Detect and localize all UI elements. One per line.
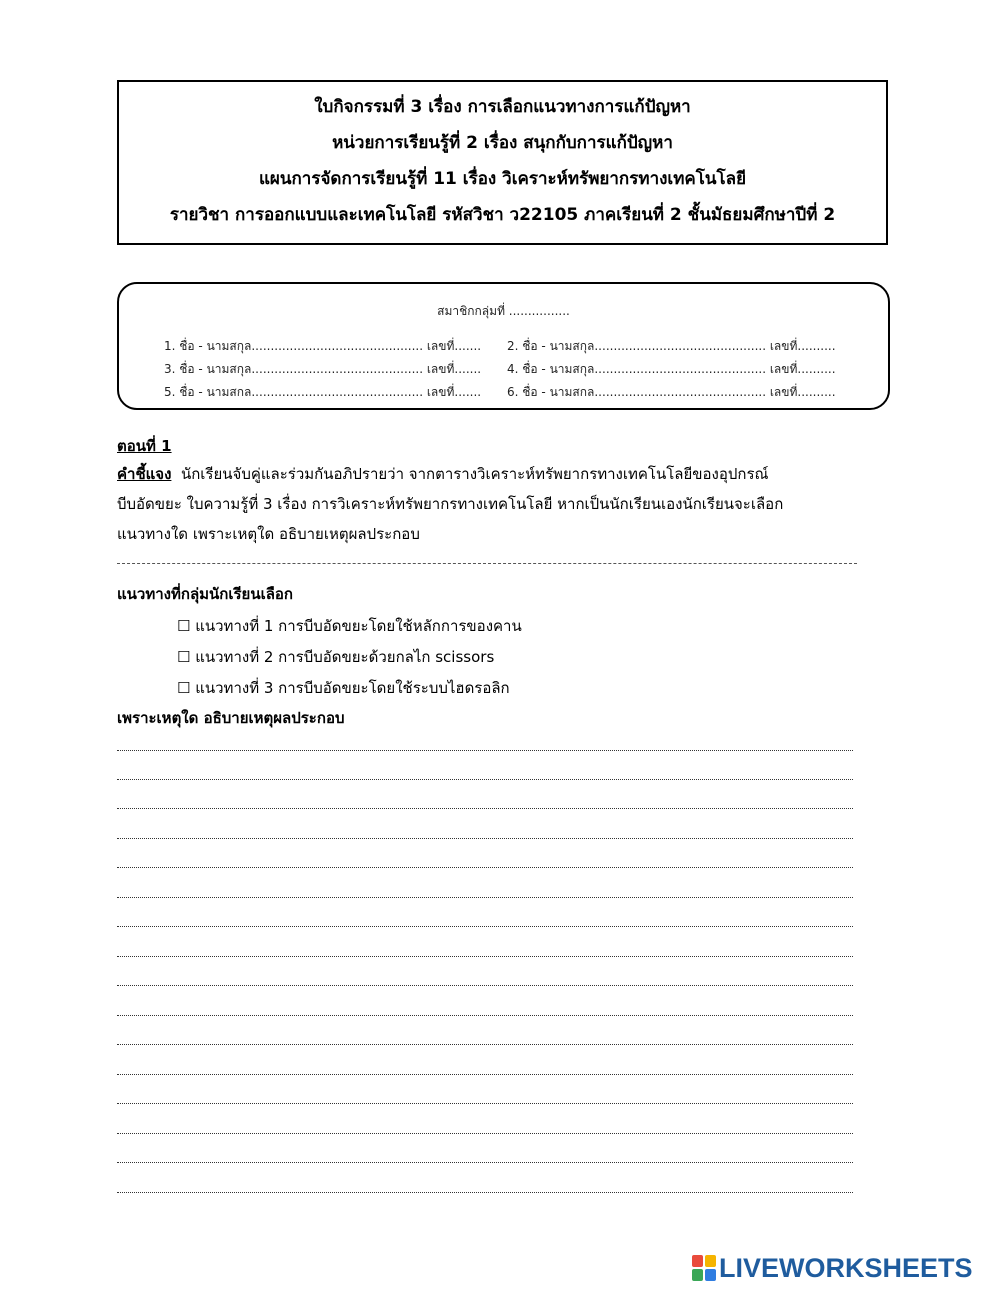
- member-6-field[interactable]: 6. ชื่อ - นามสกล............................................. เลขที่..........: [507, 385, 836, 399]
- instruction-line-3: แนวทางใด เพราะเหตุใด อธิบายเหตุผลประกอบ: [117, 525, 420, 543]
- answer-line[interactable]: [117, 867, 853, 868]
- answer-line[interactable]: [117, 956, 853, 957]
- option-3-checkbox[interactable]: ☐ แนวทางที่ 3 การบีบอัดขยะโดยใช้ระบบไฮดรอลิก: [177, 679, 510, 697]
- liveworksheets-logo-icon: [692, 1255, 716, 1281]
- answer-line[interactable]: [117, 750, 853, 751]
- answer-line[interactable]: [117, 1133, 853, 1134]
- answer-line[interactable]: [117, 1103, 853, 1104]
- answer-line[interactable]: [117, 808, 853, 809]
- answer-line[interactable]: [117, 1015, 853, 1016]
- answer-line[interactable]: [117, 838, 853, 839]
- brand-name: LIVEWORKSHEETS: [719, 1252, 973, 1283]
- instruction-label: คำชี้แจง: [117, 465, 172, 483]
- divider: [117, 563, 857, 564]
- choice-heading: แนวทางที่กลุ่มนักเรียนเลือก: [117, 585, 294, 603]
- reason-heading: เพราะเหตุใด อธิบายเหตุผลประกอบ: [117, 709, 345, 727]
- member-4-field[interactable]: 4. ชื่อ - นามสกุล............................................. เลขที่..........: [507, 362, 836, 376]
- option-1-checkbox[interactable]: ☐ แนวทางที่ 1 การบีบอัดขยะโดยใช้หลักการของคาน: [177, 617, 522, 635]
- part-title: ตอนที่ 1: [117, 437, 172, 455]
- group-number-field[interactable]: สมาชิกกลุ่มที่ ................: [437, 304, 570, 318]
- member-3-field[interactable]: 3. ชื่อ - นามสกุล............................................. เลขที่.......: [164, 362, 482, 376]
- answer-line[interactable]: [117, 926, 853, 927]
- answer-line[interactable]: [117, 779, 853, 780]
- answer-line[interactable]: [117, 1162, 853, 1163]
- answer-line[interactable]: [117, 897, 853, 898]
- option-2-checkbox[interactable]: ☐ แนวทางที่ 2 การบีบอัดขยะด้วยกลไก scissors: [177, 648, 495, 666]
- member-1-field[interactable]: 1. ชื่อ - นามสกุล............................................. เลขที่.......: [164, 339, 482, 353]
- instruction-line-2: บีบอัดขยะ ใบความรู้ที่ 3 เรื่อง การวิเคราะห์ทรัพยากรทางเทคโนโลยี หากเป็นนักเรียนเองนักเรียนจะเลือก: [117, 495, 784, 513]
- answer-line[interactable]: [117, 1044, 853, 1045]
- title-line-3: แผนการจัดการเรียนรู้ที่ 11 เรื่อง วิเคราะห์ทรัพยากรทางเทคโนโลยี: [258, 169, 747, 189]
- answer-line[interactable]: [117, 1192, 853, 1193]
- title-line-1: ใบกิจกรรมที่ 3 เรื่อง การเลือกแนวทางการแก้ปัญหา: [314, 97, 691, 117]
- members-box: [117, 282, 890, 410]
- title-box: [117, 80, 888, 245]
- instruction-line-1: [117, 462, 768, 486]
- title-line-4: รายวิชา การออกแบบและเทคโนโลยี รหัสวิชา ว22105 ภาคเรียนที่ 2 ชั้นมัธยมศึกษาปีที่ 2: [169, 205, 836, 225]
- answer-line[interactable]: [117, 985, 853, 986]
- member-2-field[interactable]: 2. ชื่อ - นามสกุล............................................. เลขที่..........: [507, 339, 836, 353]
- member-5-field[interactable]: 5. ชื่อ - นามสกล............................................. เลขที่.......: [164, 385, 482, 399]
- title-line-2: หน่วยการเรียนรู้ที่ 2 เรื่อง สนุกกับการแก้ปัญหา: [332, 133, 673, 153]
- instruction-text-1: นักเรียนจับคู่และร่วมกันอภิปรายว่า จากตารางวิเคราะห์ทรัพยากรทางเทคโนโลยีของอุปกรณ์: [180, 465, 769, 483]
- liveworksheets-logo: [692, 1252, 990, 1284]
- answer-line[interactable]: [117, 1074, 853, 1075]
